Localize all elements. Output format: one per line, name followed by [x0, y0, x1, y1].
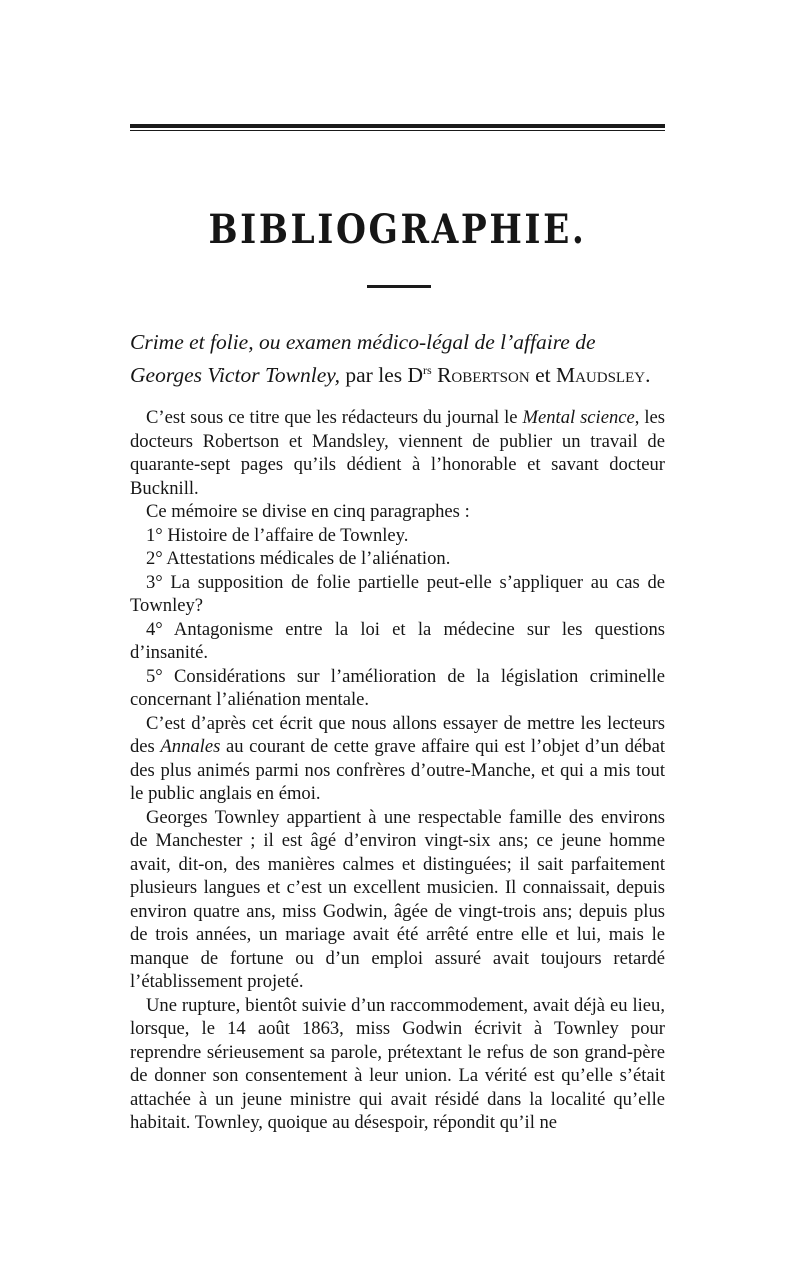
- list-item-text: 3° La supposition de folie partielle peut-elle s’appliquer au cas de Townley?: [130, 571, 665, 616]
- article-body: [130, 406, 665, 1135]
- paragraph-text: , les docteurs Robertson et Mandsley, viennent de publier un travail de quarante-sept pages qu’ils dédient à l’honorable et savant docteur Bucknill.: [130, 407, 665, 499]
- author-maudsley: Maudsley: [555, 363, 646, 388]
- top-double-rule: [130, 124, 665, 131]
- list-item-text: 4° Antagonisme entre la loi et la médecine sur les questions d’insanité.: [130, 618, 665, 663]
- title-end: .: [645, 363, 651, 388]
- list-item: [130, 547, 665, 571]
- heading-divider: [367, 285, 431, 288]
- list-item: [130, 618, 665, 665]
- paragraph: [130, 500, 665, 524]
- paragraph: [130, 406, 665, 500]
- paragraph-text: Georges Townley appartient à une respectable famille des environs de Manchester ; il est âgé d’environ vingt-six ans; ce jeune homme avait, dit-on, des manières calmes et distinguées; il sait parfaitement plusieurs langues et c’est un excellent musicien. Il connaissait, depuis environ quatre ans, miss Godwin, âgée de vingt-trois ans; depuis plus de trois années, un mariage avait été arrêté entre elle et lui, mais le manque de fortune ou d’un emploi assuré avait toujours retardé l’établissement projeté.: [130, 806, 665, 992]
- list-item-text: 2° Attestations médicales de l’aliénation.: [146, 548, 451, 569]
- paragraph-text: C’est sous ce titre que les rédacteurs du journal le: [146, 407, 523, 428]
- doctors-abbrev-sup: rs: [423, 363, 432, 377]
- list-item-text: 1° Histoire de l’affaire de Townley.: [146, 524, 409, 546]
- review-title: [130, 328, 665, 389]
- list-item: [130, 665, 665, 712]
- paragraph-text: Ce mémoire se divise en cinq paragraphes :: [146, 501, 470, 522]
- paragraph-text: Une rupture, bientôt suivie d’un raccommodement, avait déjà eu lieu, lorsque, le 14 août 1863, miss Godwin écrivit à Townley pour reprendre sérieusement sa parole, prétextant le refus de son grand-père de donner son consentement à leur union. La vérité est qu’elle s’était attachée à un jeune ministre qui avait résidé dans la localité qu’elle habitait. Townley, quoique au désespoir, répondit qu’il ne: [130, 994, 665, 1133]
- author-robertson: Robertson: [437, 363, 530, 388]
- list-item-text: 5° Considérations sur l’amélioration de la législation criminelle concernant l’aliénation mentale.: [130, 665, 665, 710]
- by-text: par les D: [340, 363, 424, 388]
- top-rule-thin: [130, 130, 665, 131]
- list-item: [130, 571, 665, 618]
- paragraph: [130, 806, 665, 994]
- and-text: et: [529, 363, 556, 388]
- annales-title: Annales: [160, 736, 221, 757]
- journal-title: Mental science: [522, 407, 635, 428]
- paragraph-text: au courant de cette grave affaire qui est l’objet d’un débat des plus animés parmi nos confrères d’outre-Manche, et qui a mis tout le public anglais en émoi.: [130, 736, 665, 804]
- work-title: Crime et folie, ou examen médico-légal de l’affaire de Georges Victor Townley,: [130, 330, 596, 388]
- section-heading: BIBLIOGRAPHIE.: [208, 206, 587, 253]
- paragraph: [130, 994, 665, 1135]
- paragraph: [130, 712, 665, 806]
- paragraph-text: C’est d’après cet écrit que nous allons essayer de mettre les lecteurs des: [130, 712, 665, 757]
- list-item: [130, 524, 665, 548]
